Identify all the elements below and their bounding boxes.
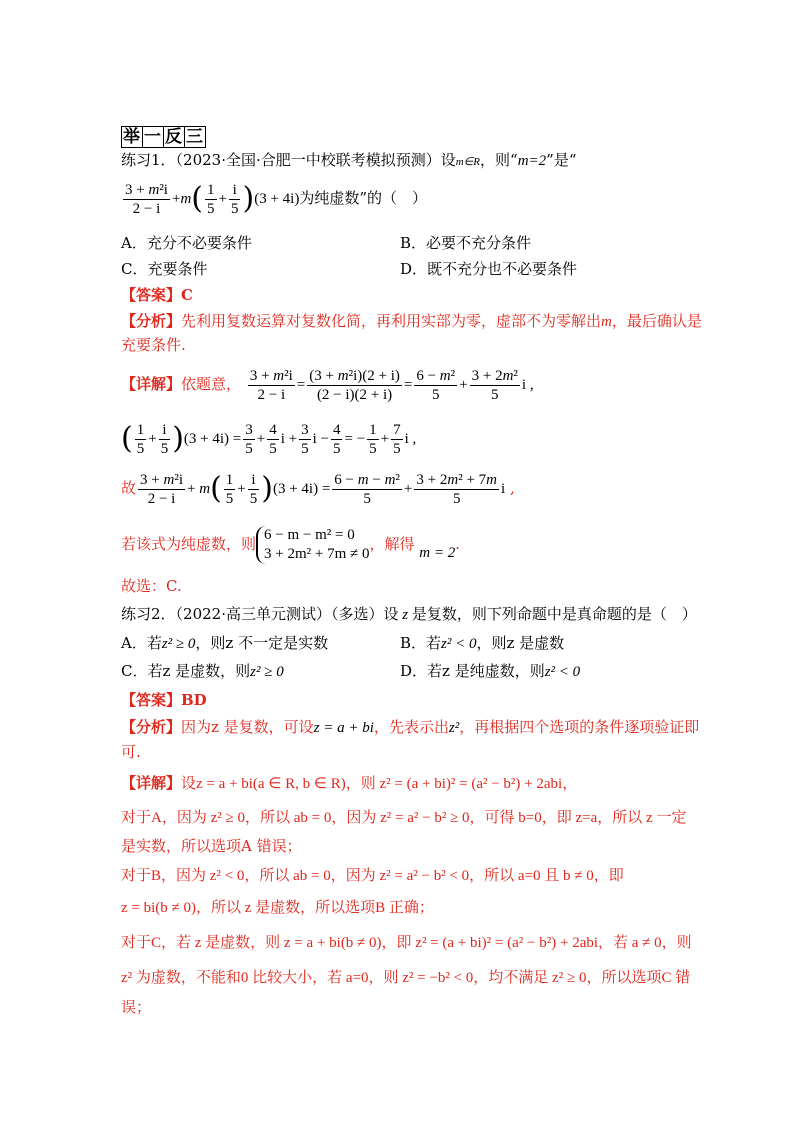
ex1-expression: $\frac{\text{3 + m²i}}{2 - i}$ +m( $\frac{1}{5}$ + $\frac{i}{5}$ )(3 + 4i)为纯虚数”的（ ）: [125, 181, 427, 217]
ex2-option-a: A．若z² ≥ 0，则z 不一定是实数: [121, 634, 329, 652]
title-char: 一: [144, 127, 162, 147]
ex2-for-c-2: z² 为虚数，不能和0 比较大小，若 a=0，则 z² = −b² < 0，均不满足 z² ≥ 0，所以选项C 错: [121, 970, 691, 986]
ex1-pure-condition: 若该式为纯虚数，则 6 − m − m² = 0 3 + 2m² + 7m ≠ 0 ，解得 m = 2.: [121, 527, 461, 562]
fraction: $\frac{\text{3 + m²i}}{2 - i}$: [125, 181, 168, 217]
title-char: 反: [165, 127, 183, 147]
title-char: 举: [123, 127, 141, 147]
ex2-for-a-1: 对于A，因为 z² ≥ 0，所以 ab = 0，因为 z² = a² − b² ≥ 0，可得 b=0，即 z=a，所以 z 一定: [121, 810, 687, 826]
ex2-option-b: B．若z² < 0，则z 是虚数: [400, 634, 565, 652]
ex1-detail-1: 【详解】依题意， $\frac{\text{3 + m²i}}{2 - i}$ = $\frac{\text{(3 + m²i)(2 + i)}}{(2 - i)(2 + i)}$ = $\frac{\text{6 − m²}}{5}$ + $\frac{\text{3 + 2m²}}{5}$ i ,: [121, 367, 534, 403]
title-char: 三: [186, 127, 204, 147]
equation-system: 6 − m − m² = 0 3 + 2m² + 7m ≠ 0: [256, 526, 369, 564]
ex2-detail: 【详解】设z = a + bi(a ∈ R, b ∈ R)，则 z² = (a + bi)² = (a² − b²) + 2abi，: [121, 774, 578, 792]
ex1-answer: 【答案】C: [121, 286, 193, 304]
ex1-header: 练习1．（2023·全国·合肥一中校联考模拟预测）设m∈R，则“m=2”是“: [121, 151, 577, 169]
ex1-option-c: C．充要条件: [121, 260, 208, 278]
ex2-for-b-1: 对于B，因为 z² < 0，所以 ab = 0，因为 z² = a² − b² < 0，所以 a=0 且 b ≠ 0，即: [121, 868, 624, 884]
ex2-option-d: D．若z 是纯虚数，则z² < 0: [400, 662, 581, 680]
section-title: [121, 126, 205, 148]
ex1-choose: 故选：C.: [121, 577, 182, 595]
ex1-detail-2: ( $\frac{1}{5}$ + $\frac{i}{5}$ )(3 + 4i) = $\frac{3}{5}$ + $\frac{4}{5}$ i + $\frac{3}{5}$ i − $\frac{4}{5}$ = − $\frac{1}{5}$ + $\frac{7}{5}$ i ,: [121, 421, 417, 457]
ex2-for-c-1: 对于C，若 z 是虚数，则 z = a + bi(b ≠ 0)，即 z² = (a + bi)² = (a² − b²) + 2abi，若 a ≠ 0，则: [121, 935, 692, 951]
ex1-option-b: B．必要不充分条件: [400, 234, 532, 252]
ex2-answer: 【答案】BD: [121, 691, 207, 709]
ex2-analysis: 【分析】因为z 是复数，可设z = a + bi，先表示出z²，再根据四个选项的条件逐项验证即: [121, 718, 700, 736]
ex1-detail-3: 故 $\frac{\text{3 + m²i}}{2 - i}$ + m( $\frac{1}{5}$ + $\frac{i}{5}$ )(3 + 4i) = $\frac{\text{6 − m − m²}}{5}$ + $\frac{\text{3 + 2m² + 7m}}{5}$ i ,: [121, 471, 515, 507]
ex2-for-c-3: 误；: [121, 998, 152, 1016]
ex2-analysis-cont: 可.: [121, 743, 141, 761]
ex2-for-a-2: 是实数，所以选项A 错误；: [121, 837, 302, 855]
ex1-option-d: D．既不充分也不必要条件: [400, 260, 578, 278]
ex1-analysis: 【分析】先利用复数运算对复数化简，再利用实部为零，虚部不为零解出m，最后确认是: [121, 312, 702, 330]
ex2-for-b-2: z = bi(b ≠ 0)，所以 z 是虚数，所以选项B 正确；: [121, 900, 434, 916]
ex1-option-a: A．充分不必要条件: [121, 234, 252, 252]
ex1-analysis-cont: 充要条件.: [121, 336, 186, 354]
ex2-option-c: C．若z 是虚数，则z² ≥ 0: [121, 662, 284, 680]
ex2-header: 练习2．（2022·高三单元测试）（多选）设 z 是复数，则下列命题中是真命题的是（ ）: [121, 605, 697, 623]
